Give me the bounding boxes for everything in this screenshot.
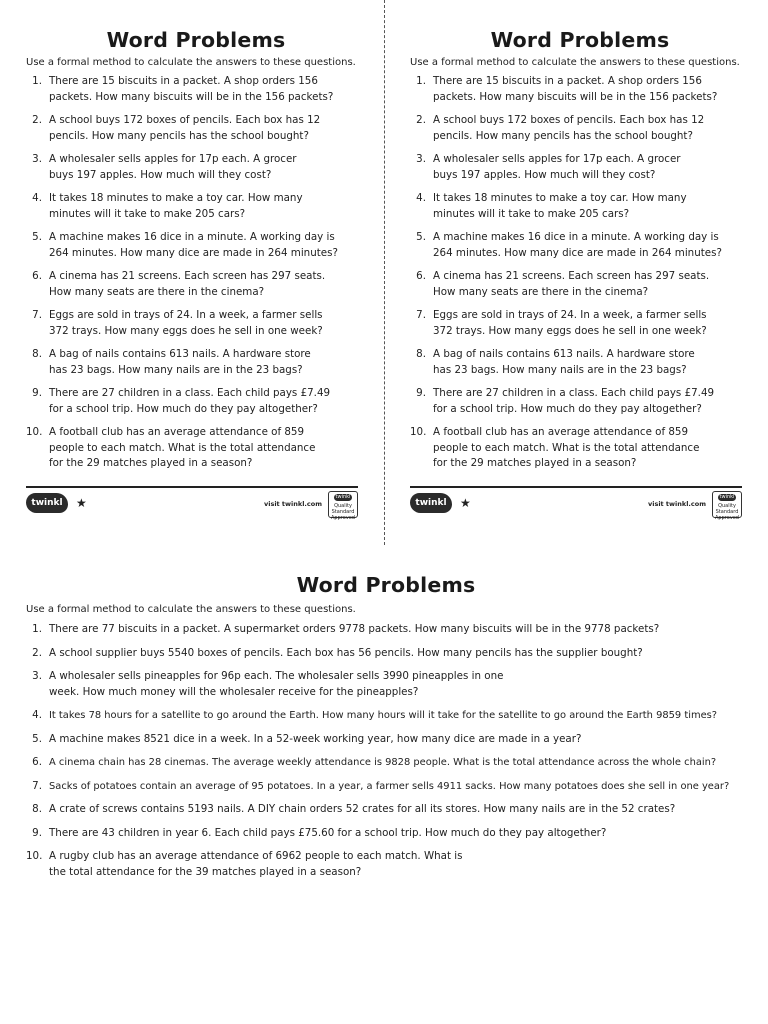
question-number: 9. xyxy=(32,826,42,839)
right-worksheet xyxy=(410,28,750,480)
question-item xyxy=(26,802,746,818)
question-line: A cinema has 21 screens. Each screen has 297 seats. xyxy=(49,270,326,282)
question-line: A bag of nails contains 613 nails. A hardware store xyxy=(433,348,695,360)
question-number: 9. xyxy=(32,387,42,399)
left-worksheet xyxy=(26,28,366,480)
question-item xyxy=(410,386,750,417)
question-line: A bag of nails contains 613 nails. A hardware store xyxy=(49,348,311,360)
visit-link: visit twinkl.com xyxy=(263,500,322,508)
question-number: 2. xyxy=(32,646,42,659)
question-number: 10. xyxy=(26,426,43,438)
question-item xyxy=(26,646,746,662)
question-item xyxy=(26,622,746,638)
question-line: Eggs are sold in trays of 24. In a week, a farmer sells xyxy=(49,309,323,321)
question-number: 3. xyxy=(32,670,42,682)
question-line: minutes will it take to make 205 cars? xyxy=(433,207,630,220)
question-number: 10. xyxy=(410,426,427,438)
question-number: 9. xyxy=(416,387,426,399)
question-number: 6. xyxy=(416,270,426,282)
question-line: There are 15 biscuits in a packet. A shop orders 156 xyxy=(49,75,318,87)
badge-logo: twinkl xyxy=(335,494,351,500)
question-item xyxy=(26,779,746,795)
question-item xyxy=(26,113,366,144)
question-line: A school buys 172 boxes of pencils. Each box has 12 xyxy=(433,114,705,126)
question-number: 6. xyxy=(32,270,42,282)
question-line: for the 29 matches played in a season? xyxy=(49,457,253,469)
question-number: 5. xyxy=(416,231,426,243)
question-number: 8. xyxy=(32,803,42,815)
page-title: Word Problems xyxy=(106,28,286,52)
question-number: 7. xyxy=(416,309,426,321)
question-item xyxy=(26,152,366,183)
left-footer xyxy=(26,486,358,522)
question-line: 264 minutes. How many dice are made in 264 minutes? xyxy=(49,246,338,259)
question-line: A rugby club has an average attendance of 6962 people to each match. What is xyxy=(49,850,463,862)
question-line: packets. How many biscuits will be in the 156 packets? xyxy=(49,90,334,103)
quality-badge xyxy=(328,491,358,521)
question-item xyxy=(410,191,750,222)
question-item xyxy=(410,152,750,183)
question-line: How many seats are there in the cinema? xyxy=(49,285,265,298)
question-item xyxy=(26,191,366,222)
question-line: has 23 bags. How many nails are in the 23 bags? xyxy=(49,363,303,376)
question-line: It takes 78 hours for a satellite to go around the Earth. How many hours will it take for the satellite to go around the Earth 9859 times? xyxy=(49,710,718,721)
twinkl-logo: twinkl xyxy=(410,493,452,513)
question-number: 4. xyxy=(32,192,42,204)
question-item xyxy=(26,708,746,724)
question-line: A wholesaler sells apples for 17p each. A grocer xyxy=(49,153,297,165)
question-item xyxy=(410,113,750,144)
page-title: Word Problems xyxy=(296,573,476,597)
quality-badge xyxy=(712,491,742,521)
star-icon: ★ xyxy=(76,496,87,510)
question-line: It takes 18 minutes to make a toy car. How many xyxy=(433,192,687,204)
question-item xyxy=(410,347,750,378)
question-item xyxy=(26,347,366,378)
right-footer xyxy=(410,486,742,522)
question-line: It takes 18 minutes to make a toy car. How many xyxy=(49,192,303,204)
question-number: 6. xyxy=(32,756,42,768)
star-icon: ★ xyxy=(460,496,471,510)
question-line: has 23 bags. How many nails are in the 23 bags? xyxy=(433,363,687,376)
question-line: A school buys 172 boxes of pencils. Each box has 12 xyxy=(49,114,321,126)
visit-link: visit twinkl.com xyxy=(647,500,706,508)
question-item xyxy=(26,425,366,472)
question-item xyxy=(26,732,746,748)
question-line: A football club has an average attendance of 859 xyxy=(49,426,305,438)
question-item xyxy=(410,269,750,300)
question-line: packets. How many biscuits will be in the 156 packets? xyxy=(433,90,718,103)
question-number: 4. xyxy=(32,709,42,721)
question-number: 2. xyxy=(416,114,426,126)
badge-logo: twinkl xyxy=(719,494,735,500)
question-line: buys 197 apples. How much will they cost? xyxy=(49,168,272,181)
question-line: A crate of screws contains 5193 nails. A DIY chain orders 52 crates for all its stores. How many nails are in the 52 crates? xyxy=(49,803,676,815)
question-line: How many seats are there in the cinema? xyxy=(433,285,649,298)
question-number: 10. xyxy=(26,850,43,862)
question-line: 372 trays. How many eggs does he sell in one week? xyxy=(49,324,323,337)
question-line: Eggs are sold in trays of 24. In a week, a farmer sells xyxy=(433,309,707,321)
question-item xyxy=(410,74,750,105)
question-line: minutes will it take to make 205 cars? xyxy=(49,207,246,220)
question-line: for the 29 matches played in a season? xyxy=(433,457,637,469)
question-line: A school supplier buys 5540 boxes of pencils. Each box has 56 pencils. How many pencils has the supplier bought? xyxy=(49,646,643,659)
question-line: pencils. How many pencils has the school bought? xyxy=(433,129,693,142)
question-item xyxy=(410,230,750,261)
question-number: 5. xyxy=(32,732,42,745)
question-line: week. How much money will the wholesaler receive for the pineapples? xyxy=(49,685,419,698)
question-line: There are 43 children in year 6. Each child pays £75.60 for a school trip. How much do they pay altogether? xyxy=(49,826,607,839)
question-line: buys 197 apples. How much will they cost? xyxy=(433,168,656,181)
question-list xyxy=(26,74,366,472)
question-number: 1. xyxy=(32,75,42,87)
question-line: 372 trays. How many eggs does he sell in one week? xyxy=(433,324,707,337)
question-line: the total attendance for the 39 matches played in a season? xyxy=(49,865,362,878)
question-number: 1. xyxy=(416,75,426,87)
question-line: people to each match. What is the total attendance xyxy=(433,441,700,454)
question-list xyxy=(26,622,746,880)
badge-text: Quality Standard Approved xyxy=(715,503,739,521)
question-number: 3. xyxy=(32,153,42,165)
question-item xyxy=(26,230,366,261)
question-item xyxy=(26,308,366,339)
question-number: 8. xyxy=(32,348,42,360)
instructions: Use a formal method to calculate the answers to these questions. xyxy=(26,604,356,615)
page-title: Word Problems xyxy=(490,28,670,52)
question-number: 8. xyxy=(416,348,426,360)
question-line: There are 15 biscuits in a packet. A shop orders 156 xyxy=(433,75,702,87)
question-number: 3. xyxy=(416,153,426,165)
question-line: A cinema has 21 screens. Each screen has 297 seats. xyxy=(433,270,710,282)
question-number: 4. xyxy=(416,192,426,204)
question-item xyxy=(26,386,366,417)
question-item xyxy=(26,669,746,700)
question-item xyxy=(26,269,366,300)
question-item xyxy=(26,755,746,771)
question-line: A machine makes 16 dice in a minute. A working day is xyxy=(49,231,335,243)
question-line: for a school trip. How much do they pay altogether? xyxy=(433,402,702,415)
question-line: for a school trip. How much do they pay altogether? xyxy=(49,402,318,415)
question-number: 2. xyxy=(32,114,42,126)
question-number: 7. xyxy=(32,779,42,792)
question-line: 264 minutes. How many dice are made in 264 minutes? xyxy=(433,246,722,259)
question-line: A wholesaler sells apples for 17p each. A grocer xyxy=(433,153,681,165)
instructions: Use a formal method to calculate the answers to these questions. xyxy=(410,57,740,68)
question-list xyxy=(410,74,750,472)
question-line: There are 27 children in a class. Each child pays £7.49 xyxy=(49,387,331,399)
question-line: There are 77 biscuits in a packet. A supermarket orders 9778 packets. How many biscuits will be in the 9778 packets? xyxy=(49,623,660,635)
question-line: A wholesaler sells pineapples for 96p each. The wholesaler sells 3990 pineapples in one xyxy=(49,670,504,682)
question-line: There are 27 children in a class. Each child pays £7.49 xyxy=(433,387,715,399)
question-line: A football club has an average attendance of 859 xyxy=(433,426,689,438)
question-line: people to each match. What is the total attendance xyxy=(49,441,316,454)
question-item xyxy=(26,826,746,842)
question-number: 7. xyxy=(32,309,42,321)
question-number: 1. xyxy=(32,623,42,635)
question-line: A machine makes 8521 dice in a week. In a 52-week working year, how many dice are made in a year? xyxy=(49,732,582,745)
question-item xyxy=(410,425,750,472)
cut-line xyxy=(384,0,385,545)
question-line: A machine makes 16 dice in a minute. A working day is xyxy=(433,231,719,243)
question-line: pencils. How many pencils has the school bought? xyxy=(49,129,309,142)
question-item xyxy=(410,308,750,339)
question-number: 5. xyxy=(32,231,42,243)
question-item xyxy=(26,74,366,105)
question-line: A cinema chain has 28 cinemas. The average weekly attendance is 9828 people. What is the total attendance across the whole chain? xyxy=(49,757,717,768)
bottom-worksheet xyxy=(26,573,746,888)
twinkl-logo: twinkl xyxy=(26,493,68,513)
question-item xyxy=(26,849,746,880)
question-line: Sacks of potatoes contain an average of 95 potatoes. In a year, a farmer sells 4911 sacks. How many potatoes does she sell in one year? xyxy=(49,780,730,792)
instructions: Use a formal method to calculate the answers to these questions. xyxy=(26,57,356,68)
badge-text: Quality Standard Approved xyxy=(331,503,355,521)
